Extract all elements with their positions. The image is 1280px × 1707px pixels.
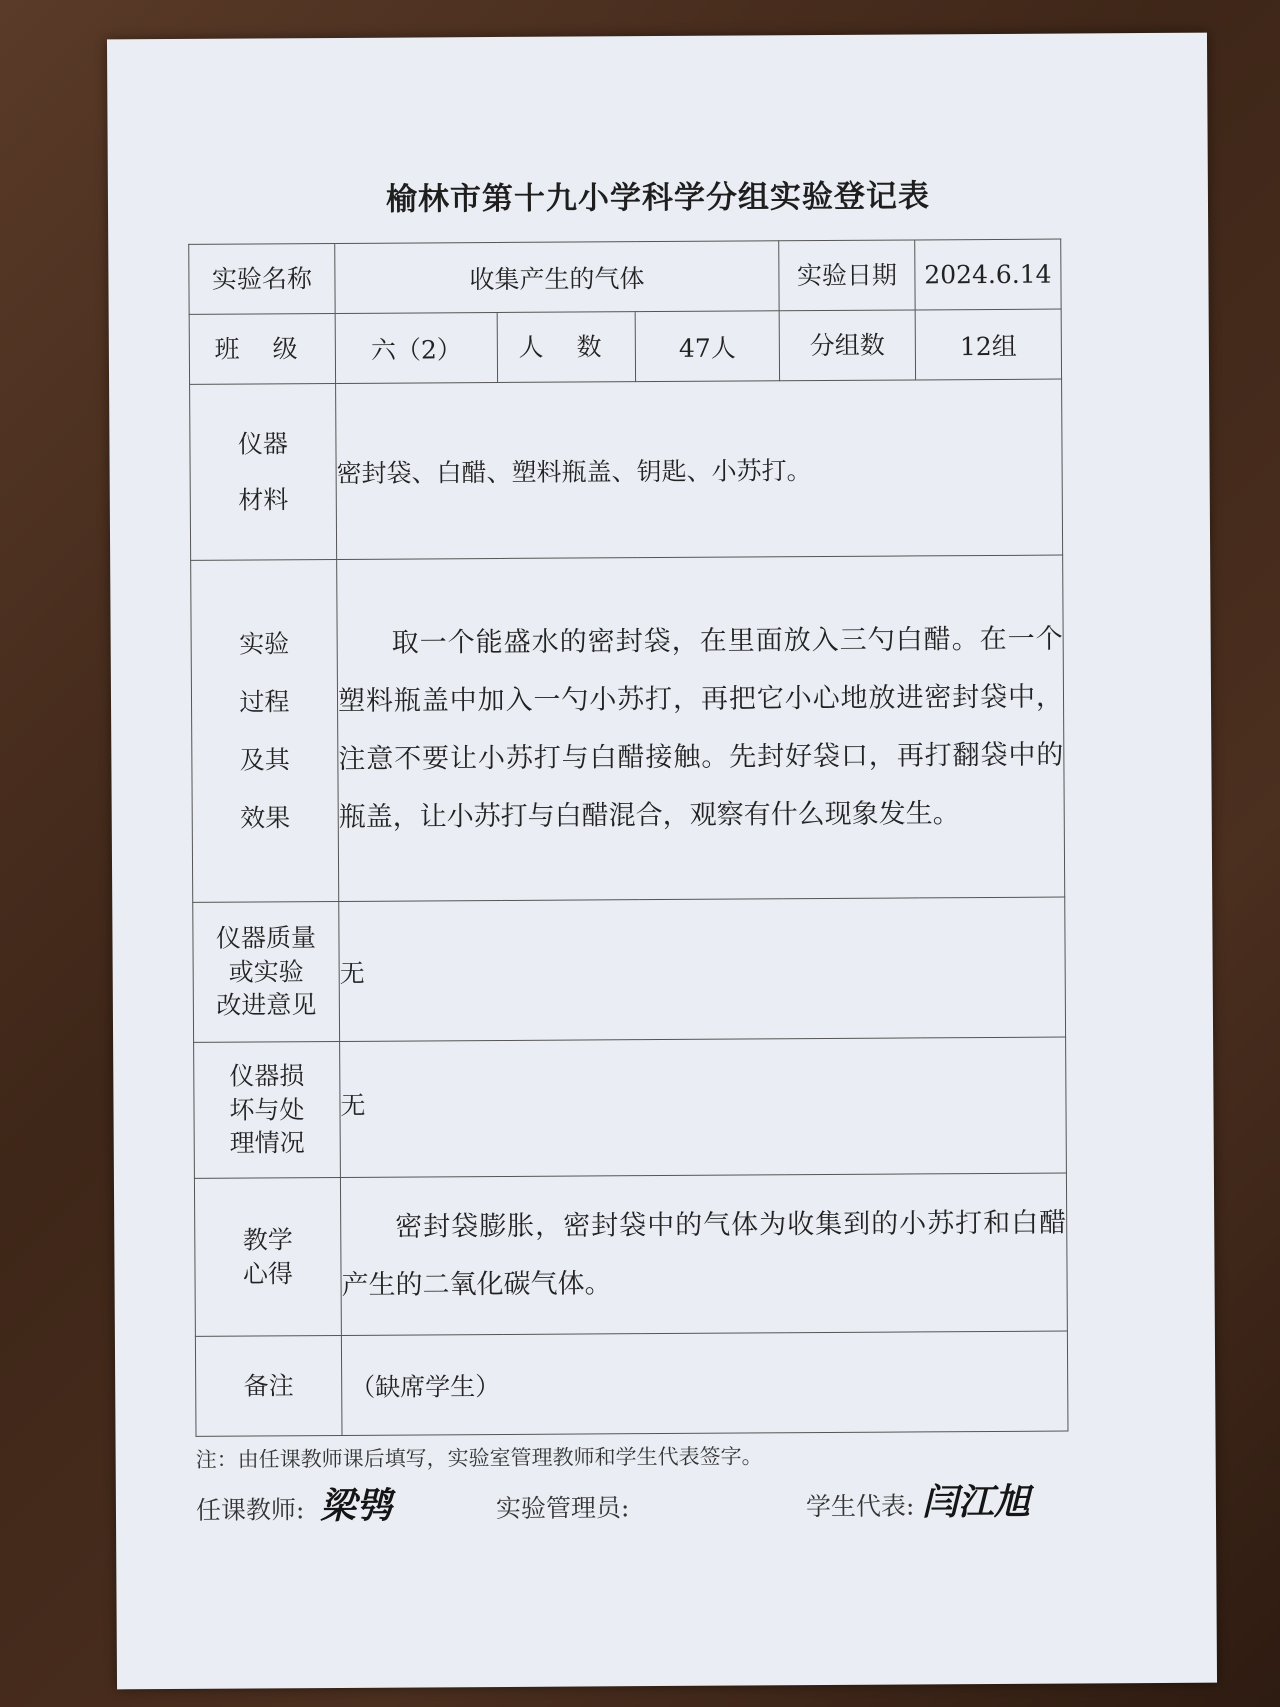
quality-label (193, 901, 340, 1042)
process-value: 取一个能盛水的密封袋，在里面放入三勺白醋。在一个塑料瓶盖中加入一勺小苏打，再把它小心地放进密封袋中，注意不要让小苏打与白醋接触。先封好袋口，再打翻袋中的瓶盖，让小苏打与白醋混合，观察有什么现象发生。 (337, 555, 1065, 901)
remarks-row (195, 1331, 1068, 1436)
group-count-label: 分组数 (779, 310, 915, 381)
process-label-line: 实验 (239, 628, 290, 659)
process-label (191, 559, 339, 902)
reflection-row (194, 1173, 1067, 1336)
form-title: 榆林市第十九小学科学分组实验登记表 (385, 178, 931, 218)
reflection-label-line: 心得 (242, 1258, 294, 1289)
process-label-line: 过程 (239, 686, 290, 717)
registration-table (188, 239, 1068, 1437)
signature-row (196, 1473, 1076, 1538)
student-rep-signature: 闫江旭 (921, 1481, 1031, 1524)
quality-row (193, 897, 1066, 1042)
damage-label-line: 理情况 (229, 1128, 305, 1159)
student-rep-signature-label: 学生代表: (805, 1491, 915, 1522)
process-label-line: 效果 (240, 802, 291, 833)
materials-row (190, 379, 1063, 560)
damage-label (194, 1041, 341, 1178)
damage-value: 无 (340, 1037, 1067, 1177)
materials-value: 密封袋、白醋、塑料瓶盖、钥匙、小苏打。 (336, 379, 1063, 559)
quality-label-line: 仪器质量 (215, 922, 317, 953)
remarks-label: 备注 (195, 1335, 342, 1436)
teacher-signature: 梁鸮 (319, 1485, 393, 1528)
class-label: 班 级 (189, 313, 335, 384)
damage-row (194, 1037, 1067, 1178)
damage-label-line: 仪器损 (229, 1061, 305, 1091)
teacher-signature-label: 任课教师: (195, 1495, 305, 1525)
damage-label-line: 坏与处 (229, 1094, 305, 1125)
experiment-date-value: 2024.6.14 (915, 239, 1061, 310)
form-paper (107, 33, 1217, 1690)
class-info-row (189, 309, 1061, 384)
quality-value: 无 (339, 897, 1066, 1041)
experiment-name-value: 收集产生的气体 (335, 241, 779, 314)
process-row (191, 555, 1065, 902)
group-count-value: 12组 (915, 309, 1061, 380)
materials-label-line: 材料 (238, 484, 289, 515)
quality-label-line: 或实验 (228, 956, 304, 987)
reflection-label (194, 1177, 341, 1336)
class-value: 六（2） (335, 312, 497, 383)
remarks-value: （缺席学生） (341, 1331, 1068, 1435)
reflection-label-line: 教学 (242, 1225, 293, 1255)
footnote: 注：由任课教师课后填写，实验室管理教师和学生代表签字。 (195, 1444, 763, 1472)
quality-label-line: 改进意见 (216, 990, 317, 1021)
experiment-name-label: 实验名称 (189, 243, 335, 314)
materials-label (190, 383, 337, 560)
student-count-value: 47人 (635, 311, 779, 382)
reflection-value: 密封袋膨胀，密封袋中的气体为收集到的小苏打和白醋产生的二氧化碳气体。 (340, 1173, 1067, 1335)
lab-admin-signature-label: 实验管理员: (495, 1493, 630, 1524)
experiment-info-row (189, 239, 1061, 314)
materials-label-line: 仪器 (237, 429, 289, 459)
process-label-line: 及其 (239, 744, 290, 775)
experiment-date-label: 实验日期 (779, 240, 915, 311)
student-count-label: 人 数 (497, 312, 635, 383)
